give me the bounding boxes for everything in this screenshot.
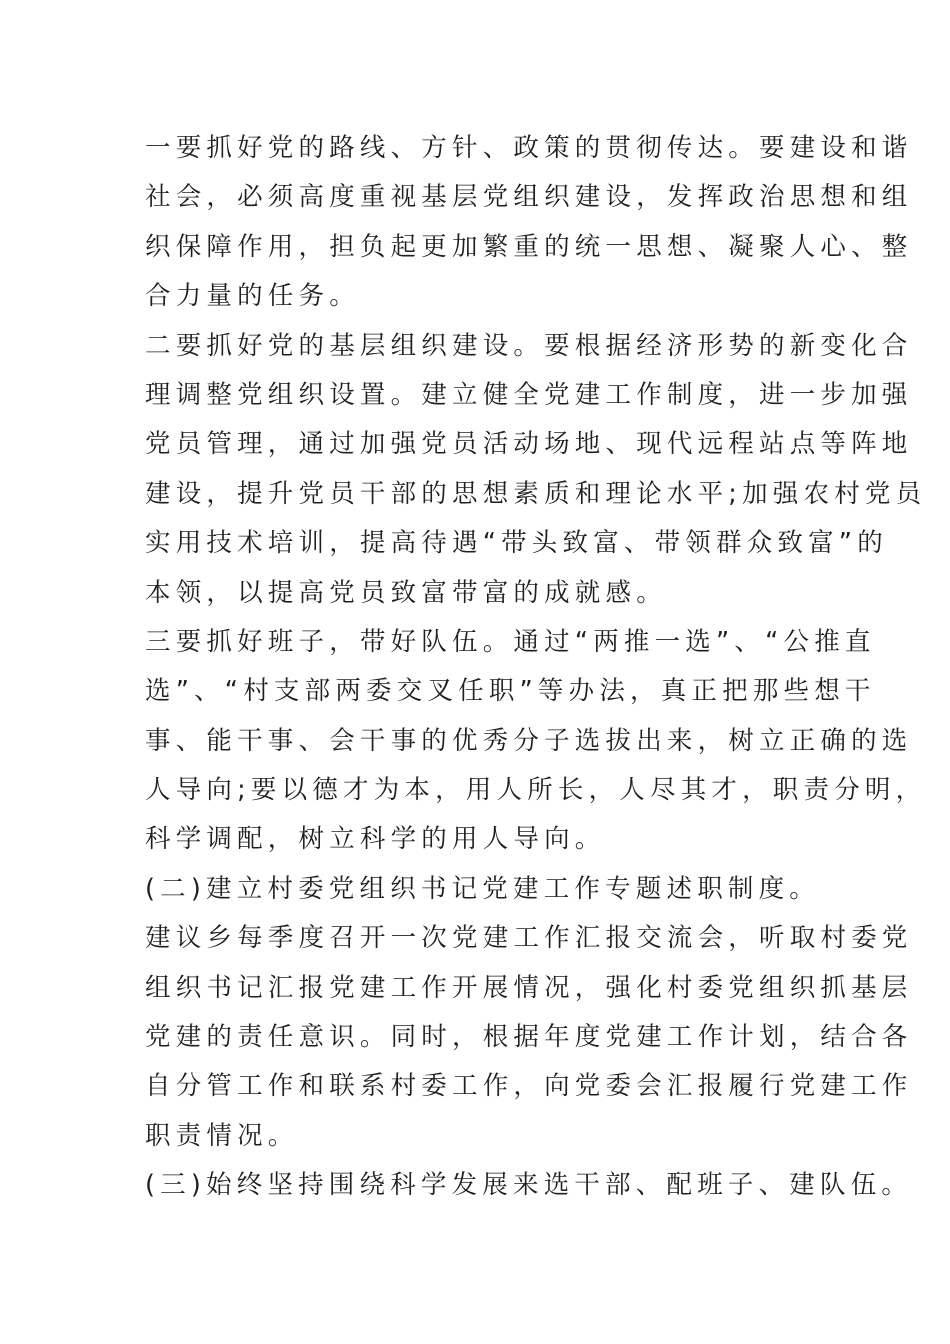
text-line: 事、能干事、会干事的优秀分子选拔出来，树立正确的选 [145, 725, 913, 756]
paragraph-3 [145, 618, 927, 865]
text-line: 一要抓好党的路线、方针、政策的贯彻传达。要建设和谐 [145, 133, 913, 163]
paragraph-4 [145, 914, 913, 1161]
text-line: 织保障作用，担负起更加繁重的统一思想、凝聚人心、整 [145, 231, 913, 262]
text-line: 组织书记汇报党建工作开展情况，强化村委党组织抓基层 [145, 972, 913, 1003]
section-heading-2 [145, 865, 820, 914]
text-line: (三)始终坚持围绕科学发展来选干部、配班子、建队伍。 [145, 1170, 913, 1201]
text-line: 社会，必须高度重视基层党组织建设，发挥政治思想和组 [145, 182, 913, 213]
text-line: (二)建立村委党组织书记党建工作专题述职制度。 [145, 873, 820, 904]
text-line: 建设，提升党员干部的思想素质和理论水平;加强农村党员 [145, 478, 927, 509]
text-line: 自分管工作和联系村委工作，向党委会汇报履行党建工作 [145, 1071, 913, 1102]
paragraph-2 [145, 322, 927, 618]
text-line: 党建的责任意识。同时，根据年度党建工作计划，结合各 [145, 1022, 913, 1053]
text-line: 二要抓好党的基层组织建设。要根据经济形势的新变化合 [145, 330, 913, 361]
text-line: 理调整党组织设置。建立健全党建工作制度，进一步加强 [145, 379, 913, 410]
text-line: 党员管理，通过加强党员活动场地、现代远程站点等阵地 [145, 429, 913, 460]
paragraph-1 [145, 124, 913, 322]
text-line: 人导向;要以德才为本，用人所长，人尽其才，职责分明， [145, 775, 927, 806]
document-body [145, 124, 927, 1211]
text-line: 选”、“村支部两委交叉任职”等办法，真正把那些想干 [145, 676, 876, 707]
text-line: 科学调配，树立科学的用人导向。 [145, 824, 606, 855]
text-line: 合力量的任务。 [145, 281, 360, 312]
text-line: 本领，以提高党员致富带富的成就感。 [145, 577, 667, 608]
text-line: 三要抓好班子，带好队伍。通过“两推一选”、“公推直 [145, 626, 876, 657]
section-heading-3 [145, 1161, 913, 1210]
text-line: 建议乡每季度召开一次党建工作汇报交流会，听取村委党 [145, 923, 913, 954]
text-line: 职责情况。 [145, 1120, 299, 1151]
text-line: 实用技术培训，提高待遇“带头致富、带领群众致富”的 [145, 528, 888, 559]
